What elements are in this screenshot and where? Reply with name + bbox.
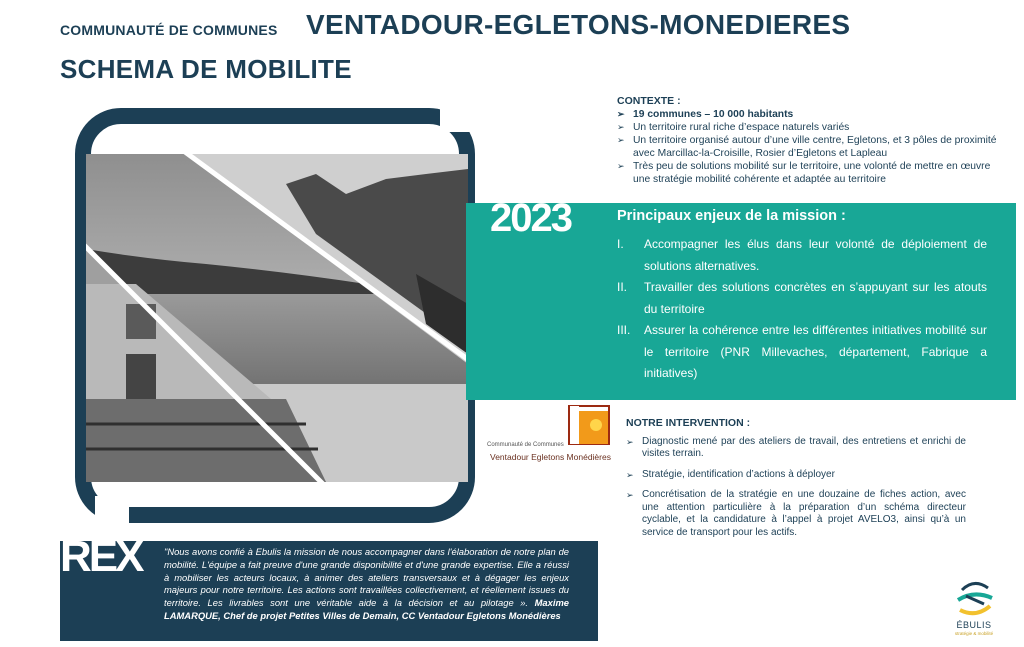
- mission-item-number: II.: [617, 280, 628, 294]
- contexte-item: ➢ 19 communes – 10 000 habitants: [617, 108, 997, 121]
- intervention-item: ➢ Diagnostic mené par des ateliers de travail, des entretiens et enrichi de visites terrain.: [626, 436, 966, 461]
- intervention-heading: NOTRE INTERVENTION :: [626, 417, 751, 429]
- rex-label: REX: [60, 532, 142, 581]
- mission-item-text: Assurer la cohérence entre les différentes initiatives mobilité sur le territoire (PNR Millevaches, département, Fabrique a initiatives): [644, 323, 987, 380]
- rex-quote-text: "Nous avons confié à Ebulis la mission de nous accompagner dans l'élaboration de notre plan de mobilité. L'équipe a fait preuve d'une grande disponibilité et d'une grande expertise. Elle a réussi à mobiliser les acteurs locaux, à animer des ateliers transversaux et à dégager les enjeux majeurs pour notre territoire. Les actions sont travaillées collectivement, et réellement issues du territoire. Les livrables sont une véritable aide à la décision et au pilotage ».: [164, 546, 569, 609]
- contexte-item: ➢ Un territoire organisé autour d’une ville centre, Egletons, et 3 pôles de proximité avec Marcillac-la-Croisille, Rosier d’Egletons et Lapleau: [617, 134, 997, 160]
- contexte-item: ➢ Très peu de solutions mobilité sur le territoire, une volonté de mettre en œuvre une stratégie mobilité cohérente et adaptée au territoire: [617, 160, 997, 186]
- contexte-heading: CONTEXTE :: [617, 95, 681, 107]
- mission-list: [617, 234, 987, 385]
- rex-quote: [164, 546, 569, 623]
- intervention-section: [626, 417, 966, 547]
- mission-item-text: Travailler des solutions concrètes en s’appuyant sur les atouts du territoire: [644, 280, 987, 316]
- page-subtitle: SCHEMA DE MOBILITE: [60, 54, 352, 84]
- brand-name: ÉBULIS: [956, 620, 992, 630]
- mission-item: [617, 277, 987, 320]
- client-logo-icon: [566, 403, 614, 449]
- intervention-item: ➢ Concrétisation de la stratégie en une douzaine de fiches action, avec une attention particulière à la préparation d’un schéma directeur cyclable, et la candidature à l’appel à projet AVELO3, ainsi qu’à un service de transport pour les actifs.: [626, 489, 966, 539]
- mission-item-text: Accompagner les élus dans leur volonté de déploiement de solutions alternatives.: [644, 237, 987, 273]
- brand-tagline: stratégie & mobilité: [954, 631, 994, 636]
- page-title: VENTADOUR-EGLETONS-MONEDIERES: [306, 9, 851, 40]
- mission-item-number: III.: [617, 323, 631, 337]
- mission-title: Principaux enjeux de la mission :: [617, 208, 846, 224]
- contexte-section: [617, 95, 997, 186]
- client-logo-name: Ventadour Egletons Monédières: [490, 452, 611, 462]
- client-logo-label-small: Communauté de Communes: [487, 442, 564, 448]
- mission-item: [617, 234, 987, 277]
- mission-item: [617, 320, 987, 385]
- frame-gap: [440, 100, 474, 132]
- mission-year: 2023: [490, 196, 571, 240]
- photo-collage: [86, 154, 468, 482]
- header-prefix: COMMUNAUTÉ DE COMMUNES: [60, 22, 278, 38]
- intervention-item: ➢ Stratégie, identification d’actions à déployer: [626, 469, 966, 482]
- frame-gap: [95, 496, 129, 530]
- contexte-item: ➢ Un territoire rural riche d’espace naturels variés: [617, 121, 997, 134]
- rex-signature: Maxime LAMARQUE, Chef de projet Petites Villes de Demain, CC Ventadour Egletons Monédières: [164, 597, 570, 621]
- mission-item-number: I.: [617, 237, 624, 251]
